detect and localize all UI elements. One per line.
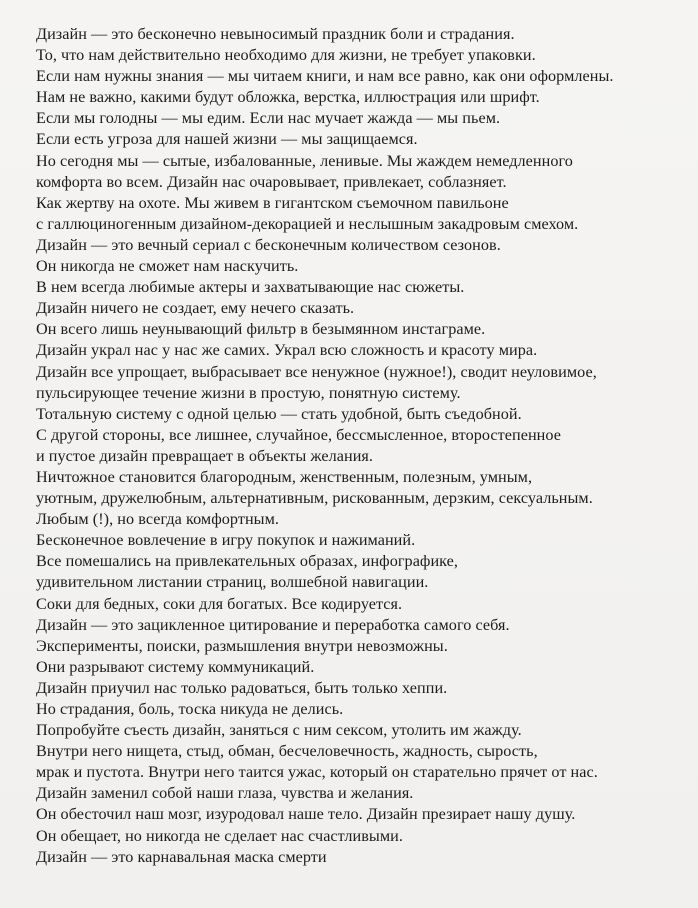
text-line: Соки для бедных, соки для богатых. Все кодируется. bbox=[36, 594, 403, 613]
text-line: Все помешались на привлекательных образах, инфографике, bbox=[36, 552, 459, 571]
text-line: Если есть угроза для нашей жизни — мы защищаемся. bbox=[36, 130, 418, 149]
text-line: Но страдания, боль, тоска никуда не делись. bbox=[36, 700, 344, 718]
text-line: Дизайн — это бесконечно невыносимый праздник боли и страдания. bbox=[36, 25, 515, 43]
text-line: Дизайн ничего не создает, ему нечего сказать. bbox=[36, 299, 355, 318]
text-line: Он обещает, но никогда не сделает нас счастливыми. bbox=[36, 826, 403, 845]
text-line: Они разрывают систему коммуникаций. bbox=[36, 657, 315, 676]
text-line: и пустое дизайн превращает в объекты желания. bbox=[36, 446, 374, 465]
text-line: уютным, дружелюбным, альтернативным, рискованным, дерзким, сексуальным. bbox=[36, 489, 593, 508]
text-line: Он всего лишь неунывающий фильтр в безымянном инстаграме. bbox=[36, 320, 486, 339]
text-line: С другой стороны, все лишнее, случайное, бессмысленное, второстепенное bbox=[36, 425, 561, 444]
text-line: удивительном листании страниц, волшебной навигации. bbox=[36, 573, 429, 592]
text-line: То, что нам действительно необходимо для жизни, не требует упаковки. bbox=[36, 46, 536, 65]
text-line: мрак и пустота. Внутри него таится ужас, который он старательно прячет от нас. bbox=[36, 763, 598, 782]
text-line: Дизайн — это вечный сериал с бесконечным количеством сезонов. bbox=[36, 235, 501, 254]
text-line: Любым (!), но всегда комфортным. bbox=[36, 510, 279, 529]
text-line: В нем всегда любимые актеры и захватывающие нас сюжеты. bbox=[36, 278, 465, 297]
text-line: Если мы голодны — мы едим. Если нас мучает жажда — мы пьем. bbox=[36, 109, 501, 128]
text-line: Дизайн приучил нас только радоваться, быть только хеппи. bbox=[36, 678, 448, 697]
text-line: Ничтожное становится благородным, женственным, полезным, умным, bbox=[36, 467, 533, 486]
text-line: пульсирующее течение жизни в простую, понятную систему. bbox=[36, 383, 461, 402]
text-line: Как жертву на охоте. Мы живем в гигантском съемочном павильоне bbox=[36, 193, 509, 212]
text-line: Он обесточил наш мозг, изуродовал наше тело. Дизайн презирает нашу душу. bbox=[36, 805, 576, 824]
text-line: Бесконечное вовлечение в игру покупок и нажиманий. bbox=[36, 531, 416, 550]
text-line: Нам не важно, какими будут обложка, верстка, иллюстрация или шрифт. bbox=[36, 88, 540, 107]
text-line: Дизайн все упрощает, выбрасывает все ненужное (нужное!), сводит неуловимое, bbox=[36, 362, 597, 381]
text-line: Тотальную систему с одной целью — стать удобной, быть съедобной. bbox=[36, 404, 522, 423]
text-line: с галлюциногенным дизайном-декорацией и неслышным закадровым смехом. bbox=[36, 214, 579, 233]
manifesto-text bbox=[36, 24, 686, 868]
text-line: комфорта во всем. Дизайн нас очаровывает, привлекает, соблазняет. bbox=[36, 172, 507, 191]
text-line: Эксперименты, поиски, размышления внутри невозможны. bbox=[36, 636, 448, 655]
text-line: Попробуйте съесть дизайн, заняться с ним сексом, утолить им жажду. bbox=[36, 721, 522, 740]
text-line: Дизайн заменил собой наши глаза, чувства и желания. bbox=[36, 784, 414, 803]
text-line: Дизайн украл нас у нас же самих. Украл всю сложность и красоту мира. bbox=[36, 341, 538, 360]
text-line: Он никогда не сможет нам наскучить. bbox=[36, 257, 299, 276]
text-line: Внутри него нищета, стыд, обман, бесчеловечность, жадность, сырость, bbox=[36, 742, 538, 761]
text-line: Но сегодня мы — сытые, избалованные, ленивые. Мы жаждем немедленного bbox=[36, 151, 573, 170]
text-line: Если нам нужны знания — мы читаем книги, и нам все равно, как они оформлены. bbox=[36, 67, 614, 86]
text-line: Дизайн — это карнавальная маска смерти bbox=[36, 847, 327, 866]
text-line: Дизайн — это зацикленное цитирование и переработка самого себя. bbox=[36, 615, 510, 634]
